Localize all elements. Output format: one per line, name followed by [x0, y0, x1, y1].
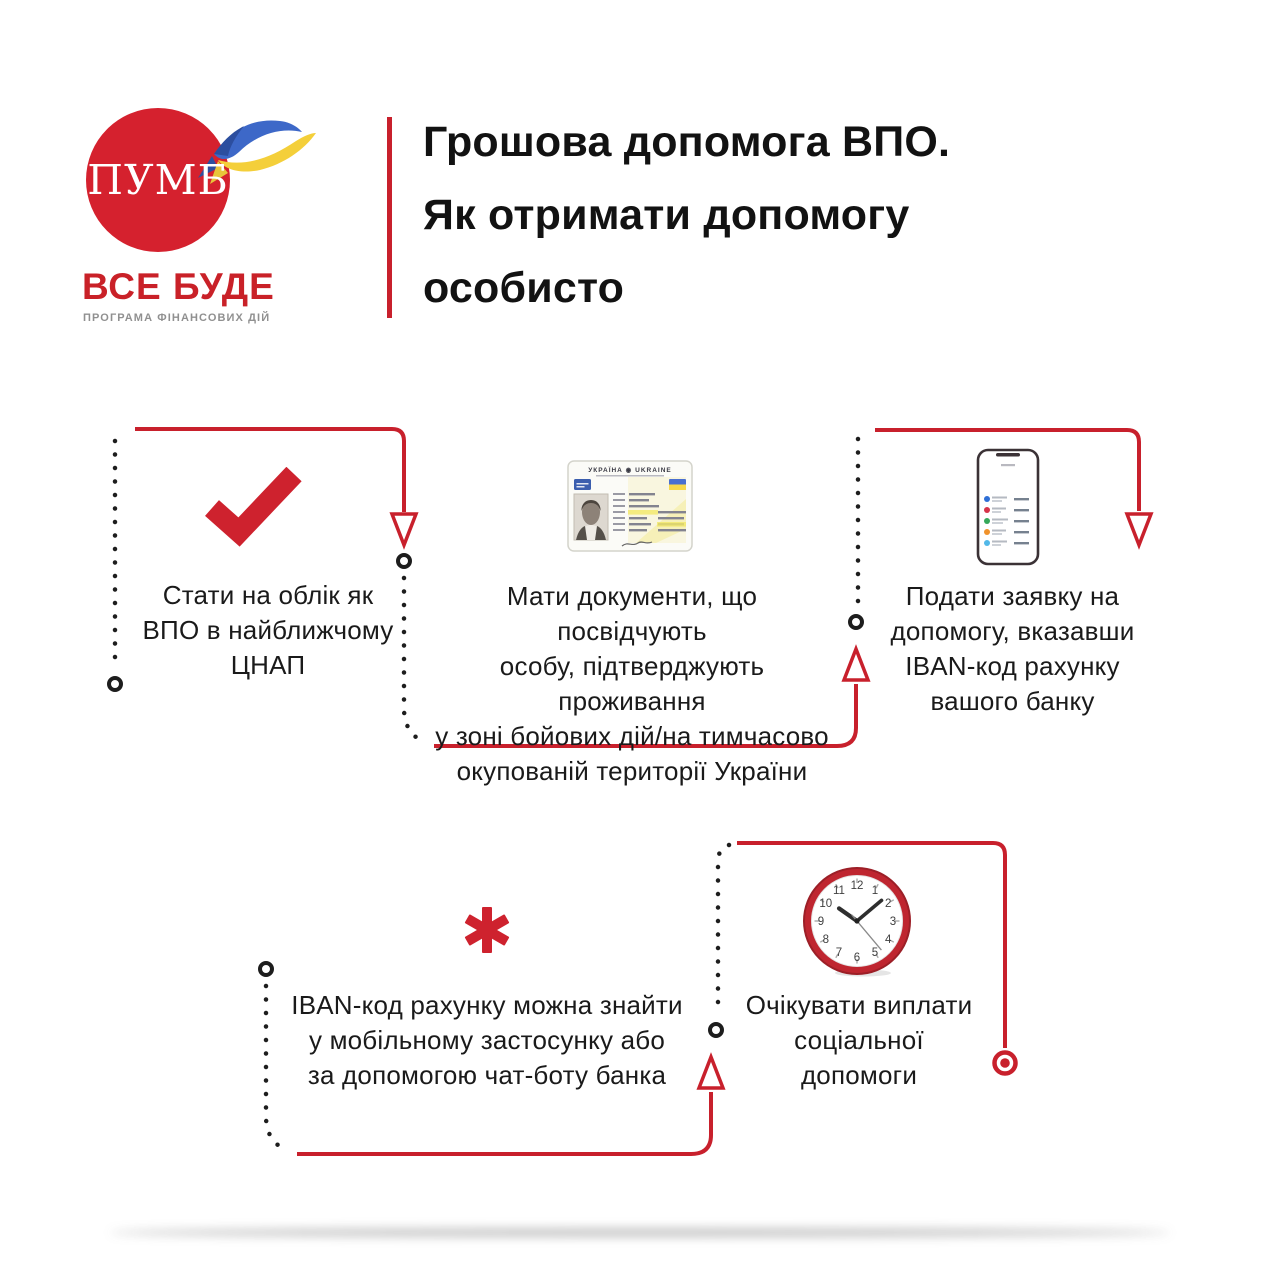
asterisk-icon — [462, 905, 512, 955]
svg-text:9: 9 — [817, 916, 825, 928]
node-circle — [710, 1024, 722, 1036]
step-text-submit-application: Подати заявку на допомогу, вказавши IBAN-код рахунку вашого банку — [890, 581, 1135, 716]
svg-text:10: 10 — [819, 898, 833, 910]
step-text-iban-note: IBAN-код рахунку можна знайти у мобільному застосунку або за допомогою чат-боту банка — [291, 990, 683, 1090]
checkmark-icon — [203, 467, 303, 549]
logo-subtitle: ПРОГРАМА ФІНАНСОВИХ ДІЙ — [83, 312, 271, 324]
step-text-have-documents: Мати документи, що посвідчують особу, підтверджують проживання у зоні бойових дій/на тимчасово окупованій території України — [435, 581, 829, 786]
node-circle — [398, 555, 410, 567]
svg-text:2: 2 — [884, 898, 892, 910]
svg-text:7: 7 — [835, 947, 843, 960]
arrow-down-icon — [1127, 514, 1151, 545]
page-title: Грошова допомога ВПО. Як отримати допомогу особисто — [423, 118, 951, 312]
logo-brand-text: ПУМБ — [87, 156, 229, 204]
bottom-shadow — [110, 1228, 1170, 1237]
step-text-wait-payment: Очікувати виплати соціальної допомоги — [745, 990, 973, 1090]
arrow-up-icon — [699, 1057, 723, 1088]
flow-line-4 — [297, 1092, 711, 1154]
step-text-register-cnap: Стати на облік як ВПО в найближчому ЦНАП — [142, 580, 394, 680]
dotted-line-step5 — [718, 845, 729, 1011]
svg-text:6: 6 — [853, 952, 861, 964]
svg-text:3: 3 — [889, 916, 897, 928]
svg-text:5: 5 — [871, 947, 879, 960]
svg-text:УКРАЇНА ◉ UKRAINE: УКРАЇНА ◉ UKRAINE — [588, 467, 672, 474]
flow-end-target — [995, 1053, 1016, 1074]
dotted-line-step4 — [266, 986, 289, 1151]
svg-text:1: 1 — [871, 884, 879, 897]
phone-icon — [976, 448, 1040, 566]
svg-text:4: 4 — [884, 934, 892, 946]
arrow-down-icon — [392, 514, 416, 545]
svg-text:8: 8 — [822, 934, 830, 946]
svg-text:11: 11 — [833, 884, 845, 897]
id-card-icon — [566, 459, 694, 555]
svg-text:12: 12 — [850, 880, 864, 892]
clock-icon — [801, 865, 915, 979]
node-circle — [260, 963, 272, 975]
logo-tagline: ВСЕ БУДЕ — [82, 266, 275, 307]
